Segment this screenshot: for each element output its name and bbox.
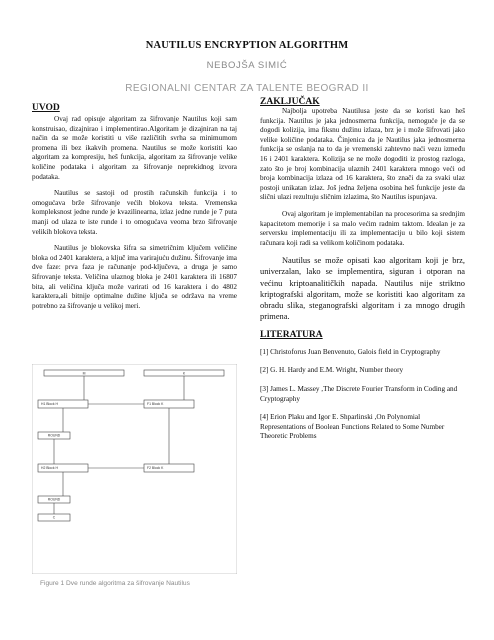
figure-caption: Figure 1 Dve runde algoritma za šifrovanje Nautilus — [40, 580, 190, 587]
encryption-rounds-diagram — [32, 364, 237, 574]
round1-data-label: H1 Block H — [41, 402, 58, 406]
input-message-label: M — [82, 371, 86, 376]
ciphertext-label: C — [52, 515, 56, 520]
institution-name: REGIONALNI CENTAR ZA TALENTE BEOGRAD II — [125, 83, 369, 94]
left-column — [32, 103, 237, 318]
intro-paragraph: Ovaj rad opisuje algoritam za šifrovanje Nautilus koji sam konstruisao, dizajnirao i implementirao.Algoritam je dizajniran na taj način da se može koristiti u više različitih svrha sa minimumom promena ili bez ikakvih promena. Nautilus se može koristiti kao algoritam za kompresiju, heš funkcija, algoritam za šifrovanje velike količine podataka i algoritam za šifrovanje neprekidnog izvora podataka. — [32, 115, 237, 181]
intro-text — [32, 115, 237, 311]
round2-output-label: ROUND — [47, 497, 61, 502]
author-name: NEBOJŠA SIMIĆ — [206, 60, 288, 71]
intro-heading: UVOD — [32, 103, 60, 113]
conclusion-text — [260, 107, 465, 322]
round2-data-label: H2 Block H — [41, 466, 58, 470]
page-title: NAUTILUS ENCRYPTION ALGORITHM — [145, 40, 349, 51]
intro-paragraph: Nautilus se sastoji od prostih računskih funkcija i to omogućava brže šifrovanje većih blokova teksta. Vremenska kompleksnost jedne runde je kvazilinearna, izlaz jedne runde je 7 puta manji od ulaza te iste runde i to omogućava veoma brzo šifrovanje velikih blokova teksta. — [32, 189, 237, 236]
conclusion-paragraph: Najbolja upotreba Nautilusa jeste da se koristi kao heš funkcija. Nautilus je jaka jednosmerna funkcija, nemoguće je da se dogodi kolizija, ima fiksnu dužinu izlaza, brz je i može šifrovati jako velike količine podataka. Činjenica da je Nautilus jaka jednosmerna funkcija se oslanja na to da je vremenski zahtevno naći vezu između 16 i 2401 karaktera. Kolizija se ne može dogoditi iz prostog razloga, zato što je broj kombinacija ulaznih 2401 karaktera mnogo veći od broja kombinacija izlaza od 16 karaktera, što znači da za svaki ulaz postoji unikatan izlaz. Još jedna željena osobina heš funkcije jeste da slični ulazi rezultuju sličnim izlazima, što Nautilus ispunjava. — [260, 107, 465, 202]
round2-key-label: F2 Block K — [147, 466, 164, 470]
conclusion-paragraph: Nautilus se može opisati kao algoritam koji je brz, univerzalan, lako se implementira, siguran i otporan na većinu kriptoanalitičkih napada. Nautilus nije striktno kriptografski algoritam, može se koristiti kao algoritam za obradu slika, steganografski algoritam i za mnogo drugih primena. — [260, 256, 465, 321]
reference-item: [2] G. H. Hardy and E.M. Wright, Number theory — [260, 366, 404, 375]
round1-key-label: F1 Block K — [147, 402, 164, 406]
right-column — [260, 97, 465, 451]
reference-item: [1] Christoforus Juan Benvenuto, Galois field in Cryptography — [260, 347, 441, 356]
references-heading: LITERATURA — [260, 329, 323, 340]
reference-item: [3] James L. Massey ,The Discrete Fourier Transform in Coding and Cryptography — [260, 385, 458, 403]
reference-item: [4] Erion Plaku and Igor E. Shparlinski ,On Polynomial Representations of Boolean Functions Related to Some Number Theoretic Problems — [260, 413, 445, 441]
intro-paragraph: Nautilus je blokovska šifra sa simetričnim ključem veličine bloka od 2401 karaktera, a ključ ima varirajuću dužinu. Šifrovanje ima dve faze: prva faza je računanje pod-ključeva, a druga je samo šifrovanje teksta. Veličina ulaznog bloka je 2401 karaktera ili 16807 bita, ali veličina ključa može varirati od 16 karaktera i do 4802 karaktera,ali bitnije optimalne dužine ključa se održava na vreme potrebno za šifrovanje u velikoj meri. — [32, 244, 237, 310]
input-key-label: K — [182, 371, 186, 376]
conclusion-heading: ZAKLJUČAK — [260, 97, 320, 107]
conclusion-paragraph: Ovaj algoritam je implementabilan na procesorima sa srednjim kapacitetom memorije i sa malo većim radnim taktom. Idealan je za serversku implementaciju ili za implementaciju u bilo koji sistem računara koji radi sa velikom količinom podataka. — [260, 209, 465, 247]
round1-output-label: ROUND — [47, 433, 61, 438]
